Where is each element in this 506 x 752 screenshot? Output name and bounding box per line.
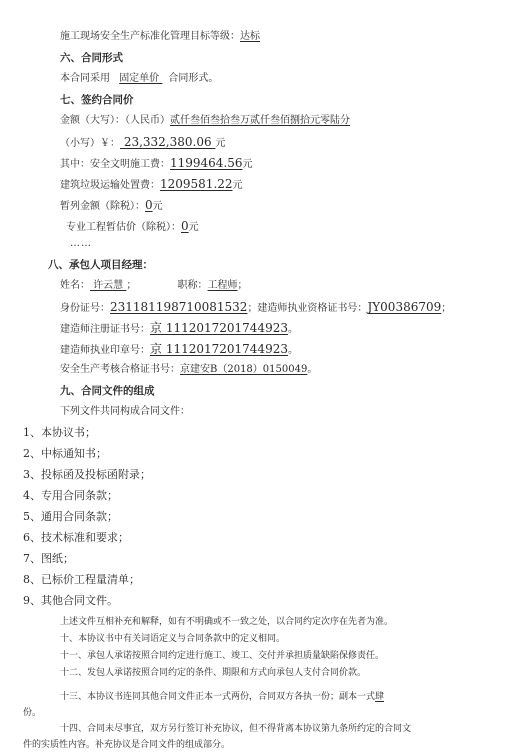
- seal-number-line: [60, 342, 298, 358]
- provisional-sum-unit: 元: [152, 201, 163, 212]
- waste-fee-line: [60, 177, 243, 193]
- list-item: 1、本协议书；: [23, 426, 96, 439]
- safety-target-label: 施工现场安全生产标准化管理目标等级：: [60, 31, 240, 42]
- provisional-sum-value: 0: [145, 198, 153, 212]
- ellipsis: ……: [70, 238, 92, 249]
- contract-form-value: 固定单价: [119, 73, 163, 84]
- safety-fee-line: [60, 156, 253, 172]
- waste-fee-label: 建筑垃圾运输处置费：: [60, 180, 160, 191]
- manager-title-value: 工程师: [207, 280, 238, 291]
- clause-11: 十一、承包人承诺按照合同约定进行施工、竣工、交付并承担质量缺陷保修责任。: [60, 651, 385, 661]
- safety-fee-unit: 元: [242, 159, 253, 170]
- registration-label: 建造师注册证书号：: [60, 324, 150, 335]
- safety-fee-label: 其中：安全文明施工费：: [60, 159, 170, 170]
- list-item: 6、技术标准和要求；: [23, 531, 129, 544]
- registration-value: 京 1112017201744923: [150, 321, 288, 335]
- amount-figures-value: 23,332,380.06: [120, 135, 216, 149]
- manager-name-line: [60, 279, 248, 293]
- clause-10: 十、本协议书中有关词语定义与合同条款中的定义相同。: [60, 634, 286, 644]
- safety-target-line: [60, 30, 260, 44]
- list-item: 9、其他合同文件。: [23, 594, 118, 607]
- qualification-value: JY00386709: [367, 300, 442, 314]
- clause-13-text: 十三、本协议书连同其他合同文件正本一式两份，合同双方各执一份；副本一式: [60, 692, 376, 702]
- provisional-sum-label: 暂列金额（除税）：: [60, 201, 145, 212]
- safety-cert-value: 京建安B（2018）0150049: [180, 364, 308, 375]
- seal-number-end: 。: [287, 345, 298, 356]
- documents-intro: 下列文件共同构成合同文件：: [60, 406, 190, 417]
- list-item: 4、专用合同条款；: [23, 489, 118, 502]
- waste-fee-unit: 元: [232, 180, 243, 191]
- manager-name-label: 姓名：: [60, 280, 90, 291]
- id-number-value: 231181198710081532: [110, 300, 248, 314]
- qualification-sep: ；: [441, 303, 452, 314]
- amount-figures-label: （小写）￥：: [60, 138, 120, 149]
- list-item: 5、通用合同条款；: [23, 510, 118, 523]
- clause-13: [60, 690, 384, 704]
- amount-words-value: 贰仟叁佰叁拾叁万贰仟叁佰捌拾元零陆分: [170, 115, 350, 126]
- list-item: 2、中标通知书；: [23, 447, 107, 460]
- registration-line: [60, 321, 298, 337]
- provisional-sum-line: [60, 198, 163, 214]
- clause-14-cont: 件的实质性内容。补充协议是合同文件的组成部分。: [23, 740, 231, 750]
- seal-number-label: 建造师执业印章号：: [60, 345, 150, 356]
- provisional-estimate-label: 专业工程暂估价（除税）：: [66, 222, 181, 233]
- list-item: 8、已标价工程量清单；: [23, 573, 140, 586]
- section-9-heading: 九、合同文件的组成: [60, 385, 155, 397]
- provisional-estimate-line: [66, 219, 199, 235]
- registration-end: 。: [287, 324, 298, 335]
- contract-form-line: [60, 72, 218, 86]
- section-7-heading: 七、签约合同价: [60, 94, 134, 106]
- manager-name-value: 许云慧: [90, 280, 127, 291]
- clause-12: 十二、发包人承诺按照合同约定的条件、期限和方式向承包人支付合同价款。: [60, 668, 367, 678]
- id-number-label: 身份证号：: [60, 303, 110, 314]
- safety-cert-line: [60, 363, 317, 377]
- amount-words-label: 金额（大写）：（人民币）: [60, 115, 170, 126]
- amount-figures-unit: 元: [215, 138, 226, 149]
- clause-13-copies: 肆: [375, 692, 385, 702]
- id-number-line: [60, 300, 451, 316]
- section-6-heading: 六、合同形式: [60, 52, 123, 64]
- manager-title-label: 职称：: [177, 280, 208, 291]
- safety-cert-label: 安全生产考核合格证书号：: [60, 364, 180, 375]
- clause-14: 十四、合同未尽事宜，双方另行签订补充协议，但不得背离本协议第九条所约定的合同文: [60, 724, 412, 734]
- safety-cert-end: 。: [307, 364, 318, 375]
- amount-figures-line: [60, 135, 225, 151]
- safety-target-value: 达标: [240, 31, 260, 42]
- manager-name-sep: ；: [126, 280, 137, 291]
- clause-13-end: 份。: [23, 708, 42, 718]
- contract-form-label: 本合同采用: [60, 73, 110, 84]
- amount-words-line: [60, 114, 350, 128]
- waste-fee-value: 1209581.22: [160, 177, 233, 191]
- section-8-heading: 八、承包人项目经理：: [48, 259, 153, 271]
- contract-form-suffix: 合同形式。: [168, 73, 219, 84]
- seal-number-value: 京 1112017201744923: [150, 342, 288, 356]
- safety-fee-value: 1199464.56: [170, 156, 243, 170]
- provisional-estimate-unit: 元: [188, 222, 199, 233]
- precedence-clause: 上述文件互相补充和解释，如有不明确或不一致之处，以合同约定次序在先者为准。: [60, 617, 394, 627]
- provisional-estimate-value: 0: [181, 219, 189, 233]
- qualification-label: ；建造师执业资格证书号：: [247, 303, 368, 314]
- list-item: 3、投标函及投标函附录；: [23, 468, 151, 481]
- manager-title-sep: ；: [237, 280, 248, 291]
- list-item: 7、图纸；: [23, 552, 74, 565]
